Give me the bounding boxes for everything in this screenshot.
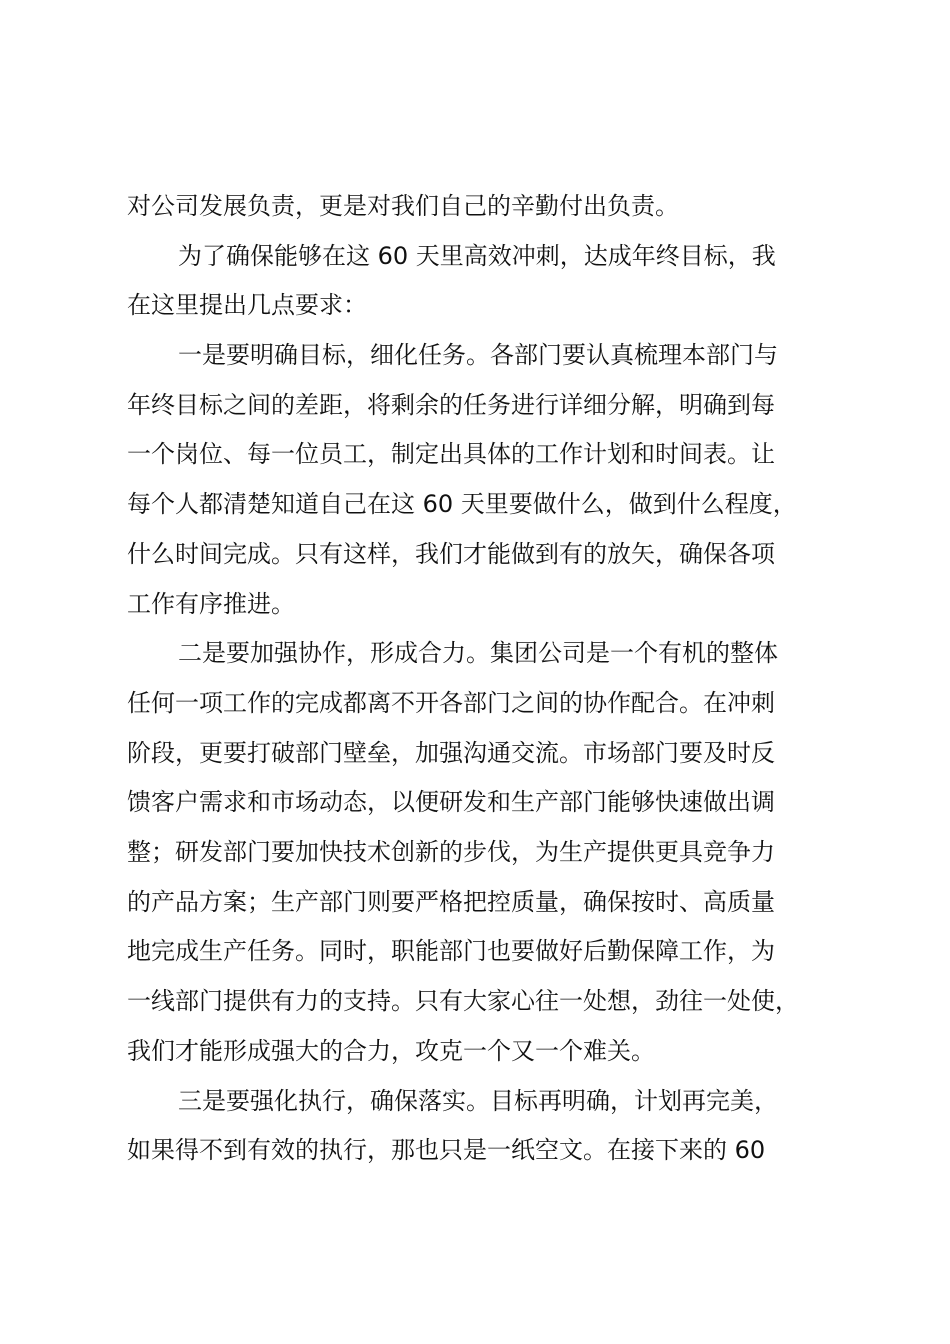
text-line: 一个岗位、每一位员工，制定出具体的工作计划和时间表。让 xyxy=(127,440,775,468)
text-line: 对公司发展负责，更是对我们自己的辛勤付出负责。 xyxy=(127,192,679,220)
text-line: 任何一项工作的完成都离不开各部门之间的协作配合。在冲刺 xyxy=(127,689,775,717)
paragraph-first-line: 为了确保能够在这 60 天里高效冲刺，达成年终目标，我 xyxy=(178,242,776,270)
text-line: 馈客户需求和市场动态，以便研发和生产部门能够快速做出调 xyxy=(127,788,775,816)
text-line: 的产品方案；生产部门则要严格把控质量，确保按时、高质量 xyxy=(127,888,775,916)
paragraph-first-line: 一是要明确目标，细化任务。各部门要认真梳理本部门与 xyxy=(178,341,778,369)
text-line: 什么时间完成。只有这样，我们才能做到有的放矢，确保各项 xyxy=(127,540,775,568)
text-line: 如果得不到有效的执行，那也只是一纸空文。在接下来的 60 xyxy=(127,1136,766,1164)
text-line: 地完成生产任务。同时，职能部门也要做好后勤保障工作，为 xyxy=(127,937,775,965)
paragraph-first-line: 三是要强化执行，确保落实。目标再明确，计划再完美， xyxy=(178,1087,778,1115)
text-line: 工作有序推进。 xyxy=(127,590,295,618)
text-line: 阶段，更要打破部门壁垒，加强沟通交流。市场部门要及时反 xyxy=(127,739,775,767)
text-line: 年终目标之间的差距，将剩余的任务进行详细分解，明确到每 xyxy=(127,391,775,419)
text-line: 我们才能形成强大的合力，攻克一个又一个难关。 xyxy=(127,1037,655,1065)
text-line: 一线部门提供有力的支持。只有大家心往一处想，劲往一处使， xyxy=(127,987,799,1015)
paragraph-first-line: 二是要加强协作，形成合力。集团公司是一个有机的整体 xyxy=(178,639,778,667)
text-line: 整；研发部门要加快技术创新的步伐，为生产提供更具竞争力 xyxy=(127,838,775,866)
text-line: 在这里提出几点要求： xyxy=(127,291,367,319)
text-line: 每个人都清楚知道自己在这 60 天里要做什么，做到什么程度， xyxy=(127,490,797,518)
